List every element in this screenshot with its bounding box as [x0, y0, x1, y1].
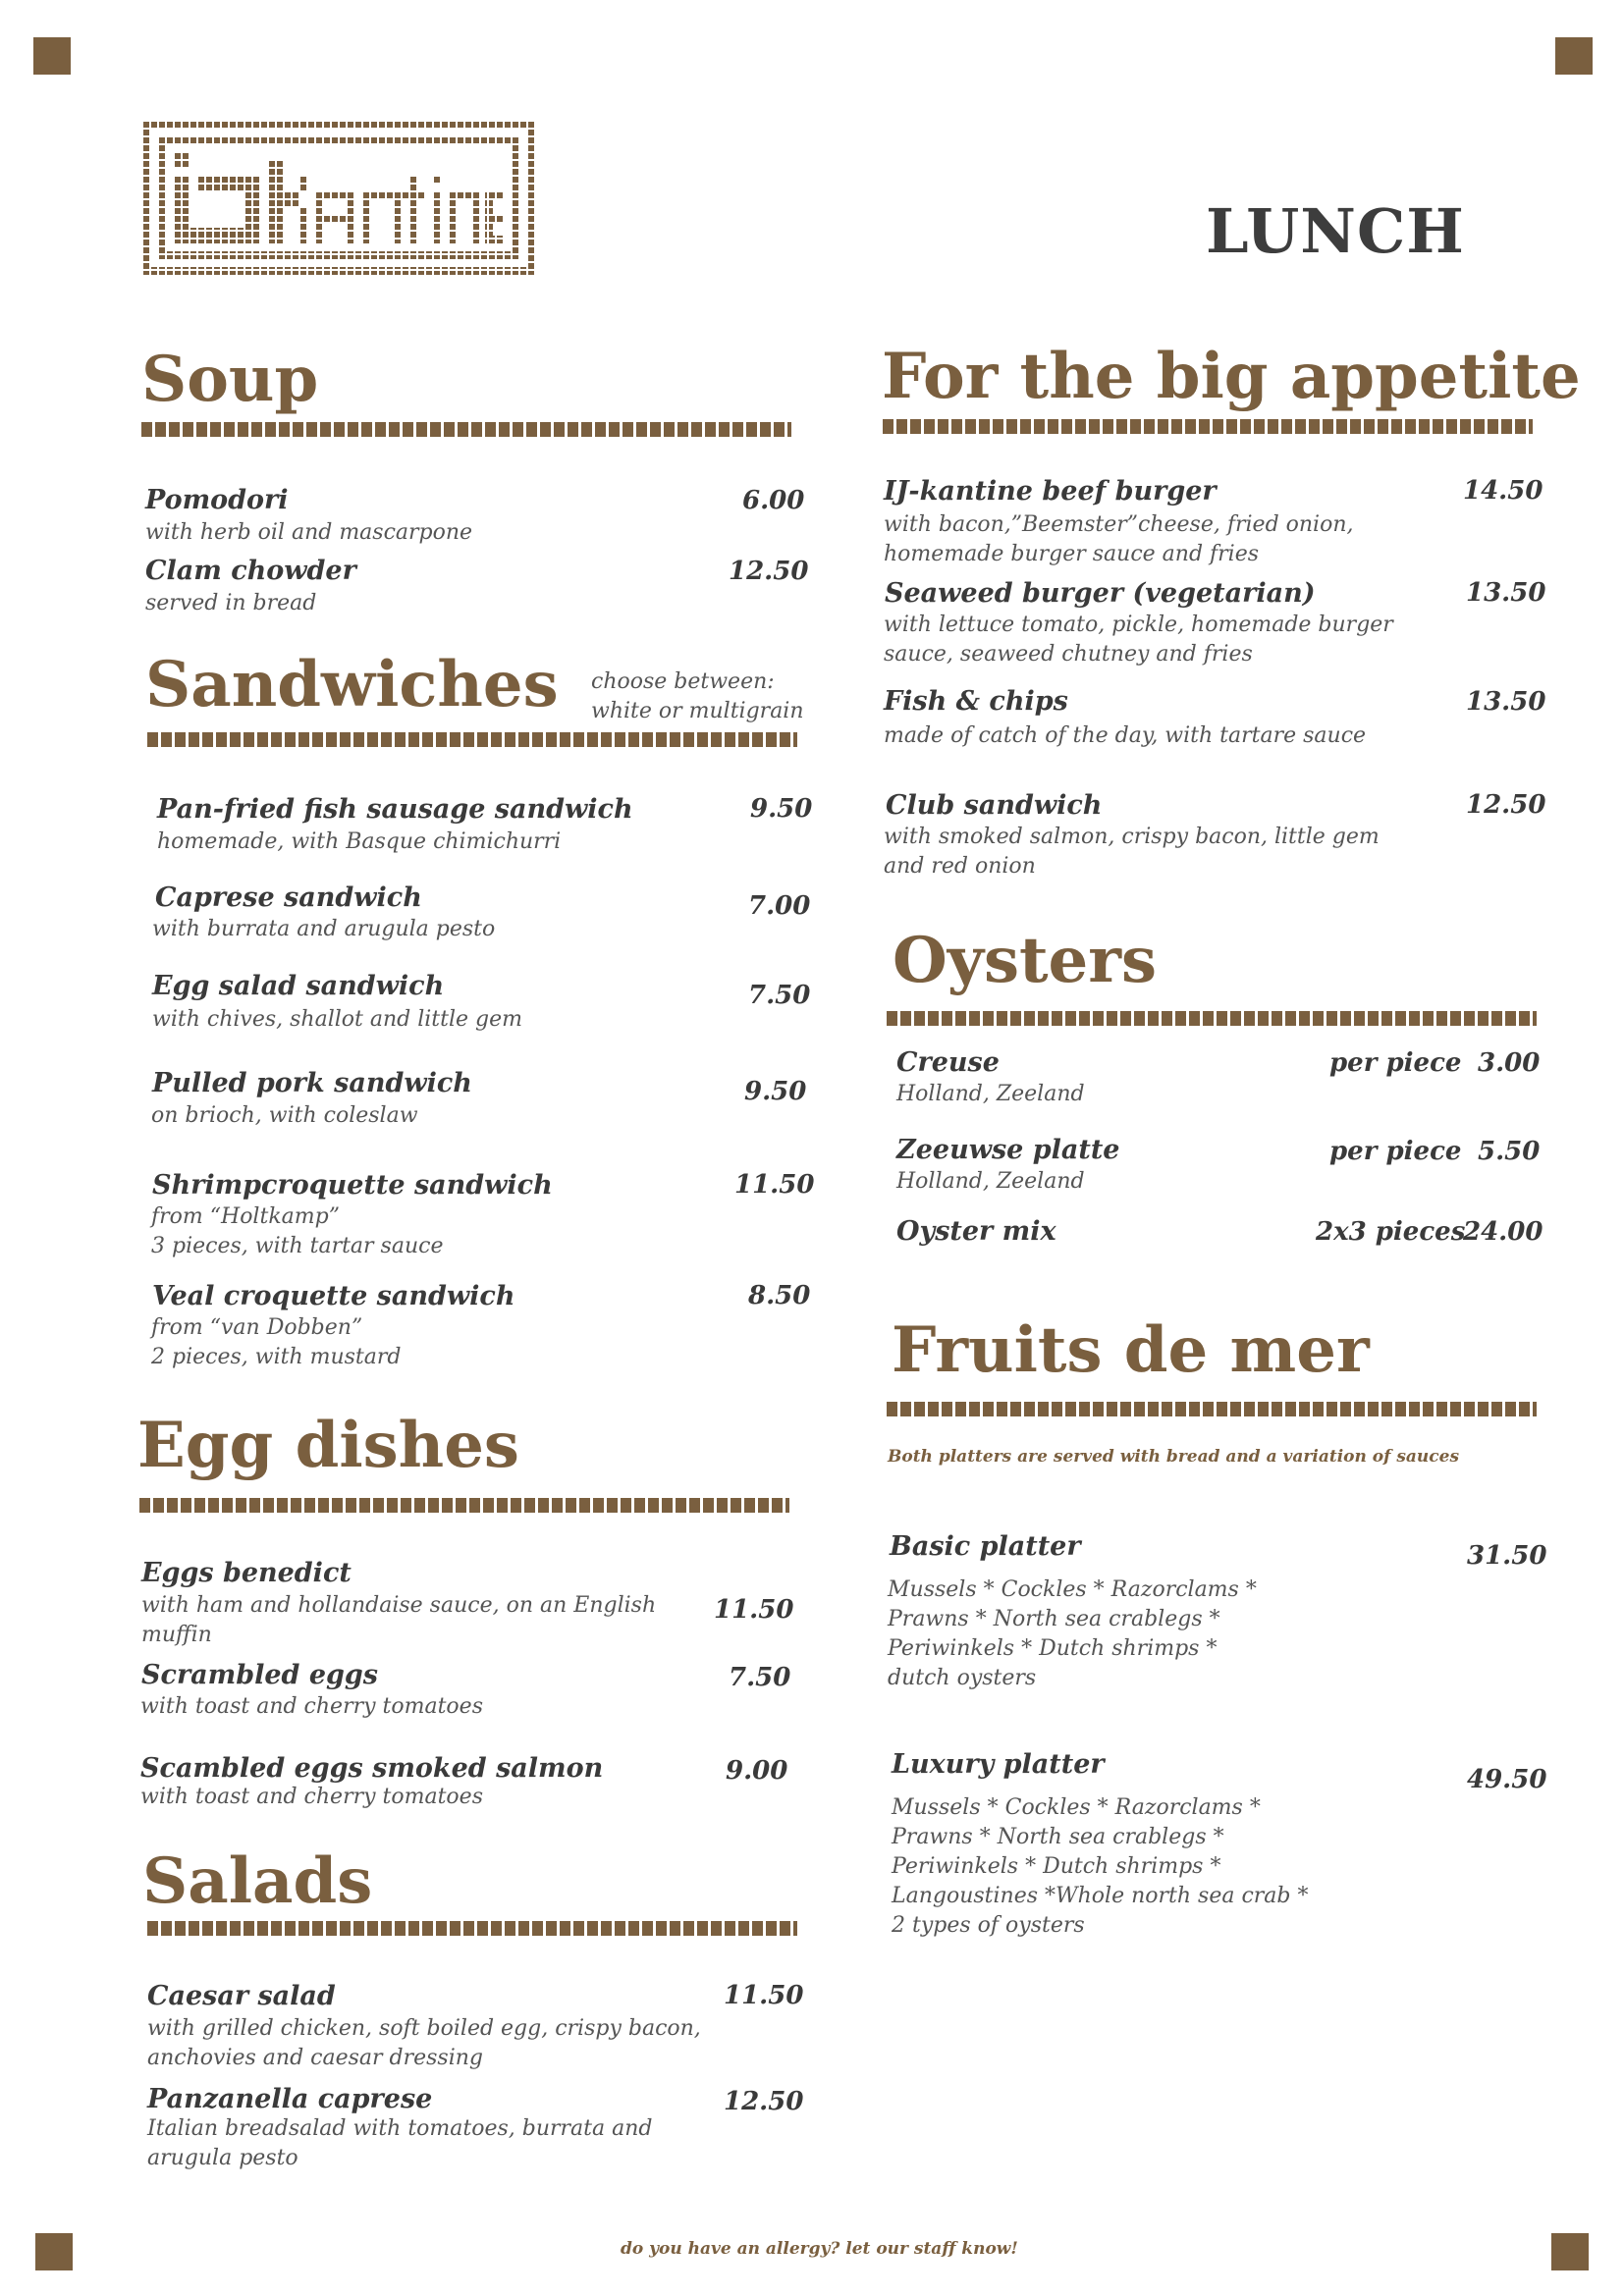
menu-item-name: Seaweed burger (vegetarian)	[885, 578, 1316, 609]
section-divider	[141, 422, 791, 437]
menu-item-description: Holland, Zeeland	[896, 1082, 1085, 1106]
platter-contents-line: Mussels * Cockles * Razorclams *	[892, 1795, 1261, 1820]
menu-item-price: 12.50	[729, 557, 809, 586]
menu-item-price: 13.50	[1466, 687, 1546, 717]
menu-item-name: Fish & chips	[884, 686, 1068, 717]
menu-item-unit: per piece	[1329, 1048, 1462, 1078]
section-divider	[883, 419, 1533, 434]
platter-contents-line: 2 types of oysters	[892, 1913, 1085, 1938]
platter-contents-line: Prawns * North sea crablegs *	[888, 1607, 1220, 1631]
menu-item-price: 49.50	[1467, 1765, 1547, 1794]
section-title-soup: Soup	[141, 343, 319, 416]
menu-item-name: Club sandwich	[886, 790, 1103, 821]
menu-item-name: Basic platter	[890, 1531, 1081, 1562]
section-divider	[887, 1402, 1537, 1416]
platter-contents-line: Periwinkels * Dutch shrimps *	[888, 1636, 1218, 1661]
menu-item-price: 7.00	[748, 891, 811, 921]
menu-item-description: arugula pesto	[147, 2146, 298, 2170]
corner-square-bottom-right	[1551, 2233, 1589, 2270]
menu-item-price: 8.50	[748, 1281, 811, 1310]
menu-item-description: with herb oil and mascarpone	[145, 520, 473, 545]
menu-item-description: Holland, Zeeland	[896, 1169, 1085, 1194]
menu-item-name: Creuse	[896, 1047, 1000, 1078]
menu-item-description: with burrata and arugula pesto	[152, 917, 496, 941]
section-divider	[139, 1498, 789, 1513]
menu-item-name: Caesar salad	[147, 1981, 336, 2011]
corner-square-top-left	[33, 37, 71, 75]
menu-item-price: 5.50	[1478, 1137, 1541, 1166]
platter-contents-line: dutch oysters	[888, 1666, 1037, 1690]
menu-item-description: with grilled chicken, soft boiled egg, crispy bacon,	[147, 2016, 701, 2041]
menu-item-price: 31.50	[1467, 1541, 1547, 1571]
menu-item-price: 9.50	[750, 794, 813, 824]
menu-item-name: Pomodori	[145, 485, 289, 515]
section-divider	[147, 1921, 797, 1936]
menu-item-description: 2 pieces, with mustard	[151, 1345, 402, 1369]
page-title: LUNCH	[1206, 195, 1465, 267]
menu-item-name: Eggs benedict	[141, 1558, 352, 1588]
menu-item-description: on brioch, with coleslaw	[151, 1103, 418, 1128]
menu-item-unit: per piece	[1329, 1137, 1462, 1166]
menu-item-name: Scrambled eggs	[141, 1660, 378, 1690]
sandwiches-note: white or multigrain	[591, 699, 804, 723]
menu-item-name: Egg salad sandwich	[152, 971, 445, 1001]
sandwiches-note: choose between:	[591, 669, 775, 694]
menu-item-description: muffin	[141, 1623, 212, 1647]
menu-item-description: with toast and cherry tomatoes	[140, 1694, 483, 1719]
menu-item-unit: 2x3 pieces	[1316, 1217, 1466, 1247]
menu-item-price: 6.00	[742, 486, 805, 515]
menu-item-name: Pan-fried fish sausage sandwich	[157, 794, 633, 825]
menu-item-description: with ham and hollandaise sauce, on an English	[141, 1593, 657, 1618]
menu-item-description: with bacon,”Beemster”cheese, fried onion,	[884, 512, 1354, 537]
menu-item-description: and red onion	[884, 854, 1036, 879]
menu-item-description: 3 pieces, with tartar sauce	[151, 1234, 444, 1258]
menu-item-description: homemade burger sauce and fries	[884, 542, 1260, 566]
menu-item-name: Scambled eggs smoked salmon	[140, 1753, 604, 1784]
section-divider	[887, 1011, 1537, 1026]
section-title-fruits-de-mer: Fruits de mer	[892, 1313, 1370, 1387]
platter-contents-line: Periwinkels * Dutch shrimps *	[892, 1854, 1221, 1879]
allergy-notice: do you have an allergy? let our staff know!	[621, 2239, 1018, 2259]
menu-item-description: anchovies and caesar dressing	[147, 2046, 484, 2070]
menu-item-name: Veal croquette sandwich	[152, 1281, 515, 1311]
section-title-salads: Salads	[142, 1844, 373, 1918]
section-title-sandwiches: Sandwiches	[145, 648, 559, 721]
menu-item-price: 14.50	[1463, 476, 1543, 506]
corner-square-bottom-left	[35, 2233, 73, 2270]
menu-item-description: with smoked salmon, crispy bacon, little gem	[884, 825, 1380, 849]
menu-item-description: served in bread	[145, 591, 317, 615]
menu-item-price: 9.00	[726, 1756, 788, 1786]
platter-contents-line: Prawns * North sea crablegs *	[892, 1825, 1224, 1849]
menu-item-price: 7.50	[729, 1663, 791, 1692]
section-title-egg-dishes: Egg dishes	[137, 1409, 519, 1482]
corner-square-top-right	[1555, 37, 1593, 75]
menu-item-description: homemade, with Basque chimichurri	[157, 829, 562, 854]
ij-kantine-logo	[143, 122, 534, 279]
menu-item-price: 12.50	[1466, 790, 1546, 820]
menu-item-description: from “Holtkamp”	[151, 1204, 340, 1229]
menu-item-name: Panzanella caprese	[147, 2084, 433, 2114]
menu-item-name: Caprese sandwich	[155, 882, 422, 913]
menu-item-description: with toast and cherry tomatoes	[140, 1785, 483, 1809]
menu-item-price: 12.50	[724, 2087, 804, 2116]
menu-item-name: Zeeuwse platte	[896, 1135, 1120, 1165]
menu-item-name: Pulled pork sandwich	[152, 1068, 472, 1098]
menu-item-price: 11.50	[724, 1981, 804, 2010]
menu-item-description: from “van Dobben”	[151, 1315, 363, 1340]
platter-contents-line: Langoustines *Whole north sea crab *	[892, 1884, 1309, 1908]
menu-item-price: 13.50	[1466, 578, 1546, 608]
menu-item-price: 7.50	[748, 981, 811, 1010]
menu-item-name: Shrimpcroquette sandwich	[152, 1170, 553, 1201]
menu-item-price: 9.50	[744, 1077, 807, 1106]
menu-item-description: made of catch of the day, with tartare sauce	[884, 723, 1367, 748]
menu-item-price: 11.50	[714, 1595, 794, 1625]
menu-item-price: 3.00	[1478, 1048, 1541, 1078]
platters-note: Both platters are served with bread and a variation of sauces	[888, 1447, 1460, 1467]
menu-item-price: 11.50	[734, 1170, 815, 1200]
section-title-oysters: Oysters	[893, 924, 1157, 997]
platter-contents-line: Mussels * Cockles * Razorclams *	[888, 1577, 1257, 1602]
menu-item-name: Clam chowder	[145, 556, 356, 586]
section-title-big-appetite: For the big appetite	[882, 340, 1581, 413]
menu-item-name: Luxury platter	[892, 1749, 1105, 1780]
menu-item-description: sauce, seaweed chutney and fries	[884, 642, 1253, 667]
section-divider	[147, 732, 797, 747]
menu-item-description: with chives, shallot and little gem	[152, 1007, 522, 1032]
menu-item-name: Oyster mix	[896, 1216, 1056, 1247]
menu-item-description: with lettuce tomato, pickle, homemade burger	[884, 613, 1393, 637]
menu-item-name: IJ-kantine beef burger	[884, 476, 1217, 507]
menu-item-description: Italian breadsalad with tomatoes, burrata and	[147, 2116, 653, 2141]
menu-item-price: 24.00	[1463, 1217, 1543, 1247]
